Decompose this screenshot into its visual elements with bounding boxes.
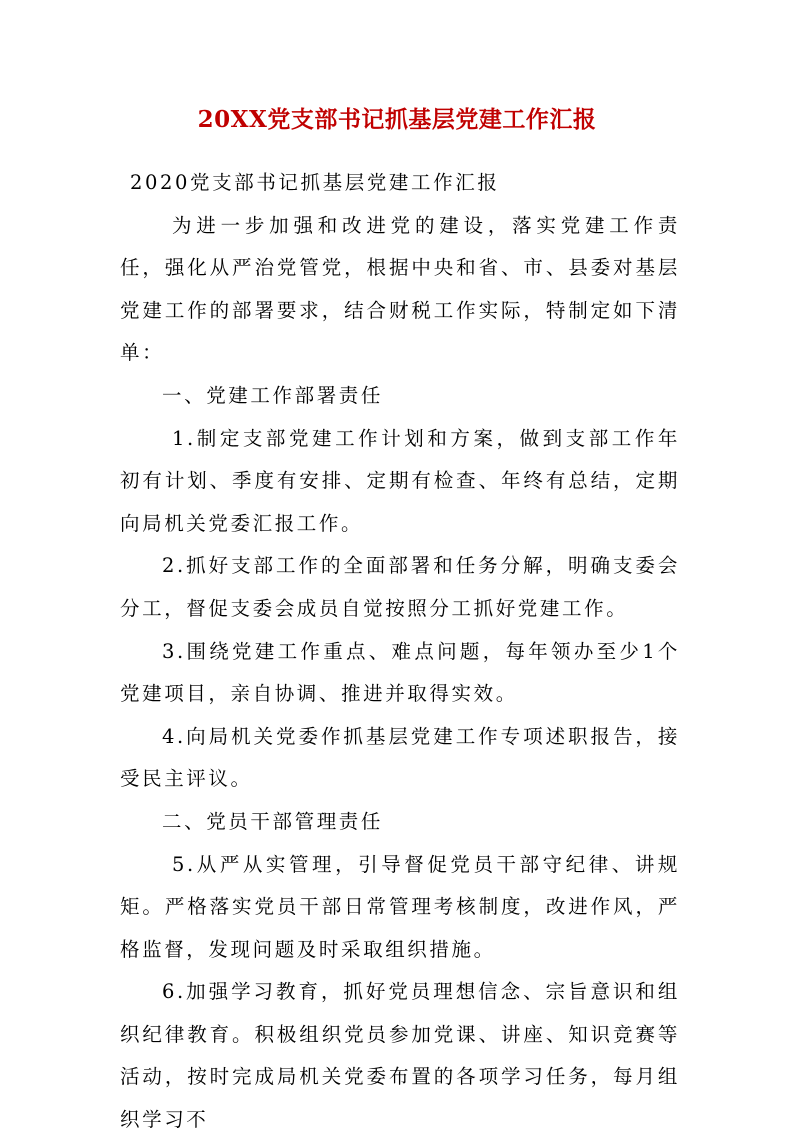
item-1-paragraph: 1.制定支部党建工作计划和方案，做到支部工作年初有计划、季度有安排、定期有检查、年终有总结，定期向局机关党委汇报工作。 — [120, 426, 680, 535]
subtitle-line: 2020党支部书记抓基层党建工作汇报 — [130, 171, 500, 194]
item-3-paragraph: 3.围绕党建工作重点、难点问题，每年领办至少1个党建项目，亲自协调、推进并取得实效。 — [120, 639, 680, 706]
item-6-paragraph: 6.加强学习教育，抓好党员理想信念、宗旨意识和组织纪律教育。积极组织党员参加党课、讲座、知识竞赛等活动，按时完成局机关党委布置的各项学习任务，每月组织学习不 — [120, 980, 680, 1132]
document-title: 20XX党支部书记抓基层党建工作汇报 — [197, 106, 597, 133]
item-4-paragraph: 4.向局机关党委作抓基层党建工作专项述职报告，接受民主评议。 — [120, 724, 680, 791]
section-heading-1: 一、党建工作部署责任 — [162, 383, 384, 407]
section-heading-2: 二、党员干部管理责任 — [162, 809, 384, 833]
item-2-paragraph: 2.抓好支部工作的全面部署和任务分解，明确支委会分工，督促支委会成员自觉按照分工抓好党建工作。 — [120, 554, 680, 620]
intro-paragraph: 为进一步加强和改进党的建设，落实党建工作责任，强化从严治党管党，根据中央和省、市、县委对基层党建工作的部署要求，结合财税工作实际，特制定如下清单： — [120, 213, 680, 365]
document-body — [120, 162, 680, 1142]
item-5-paragraph: 5.从严从实管理，引导督促党员干部守纪律、讲规矩。严格落实党员干部日常管理考核制度，改进作风，严格监督，发现问题及时采取组织措施。 — [120, 852, 680, 961]
